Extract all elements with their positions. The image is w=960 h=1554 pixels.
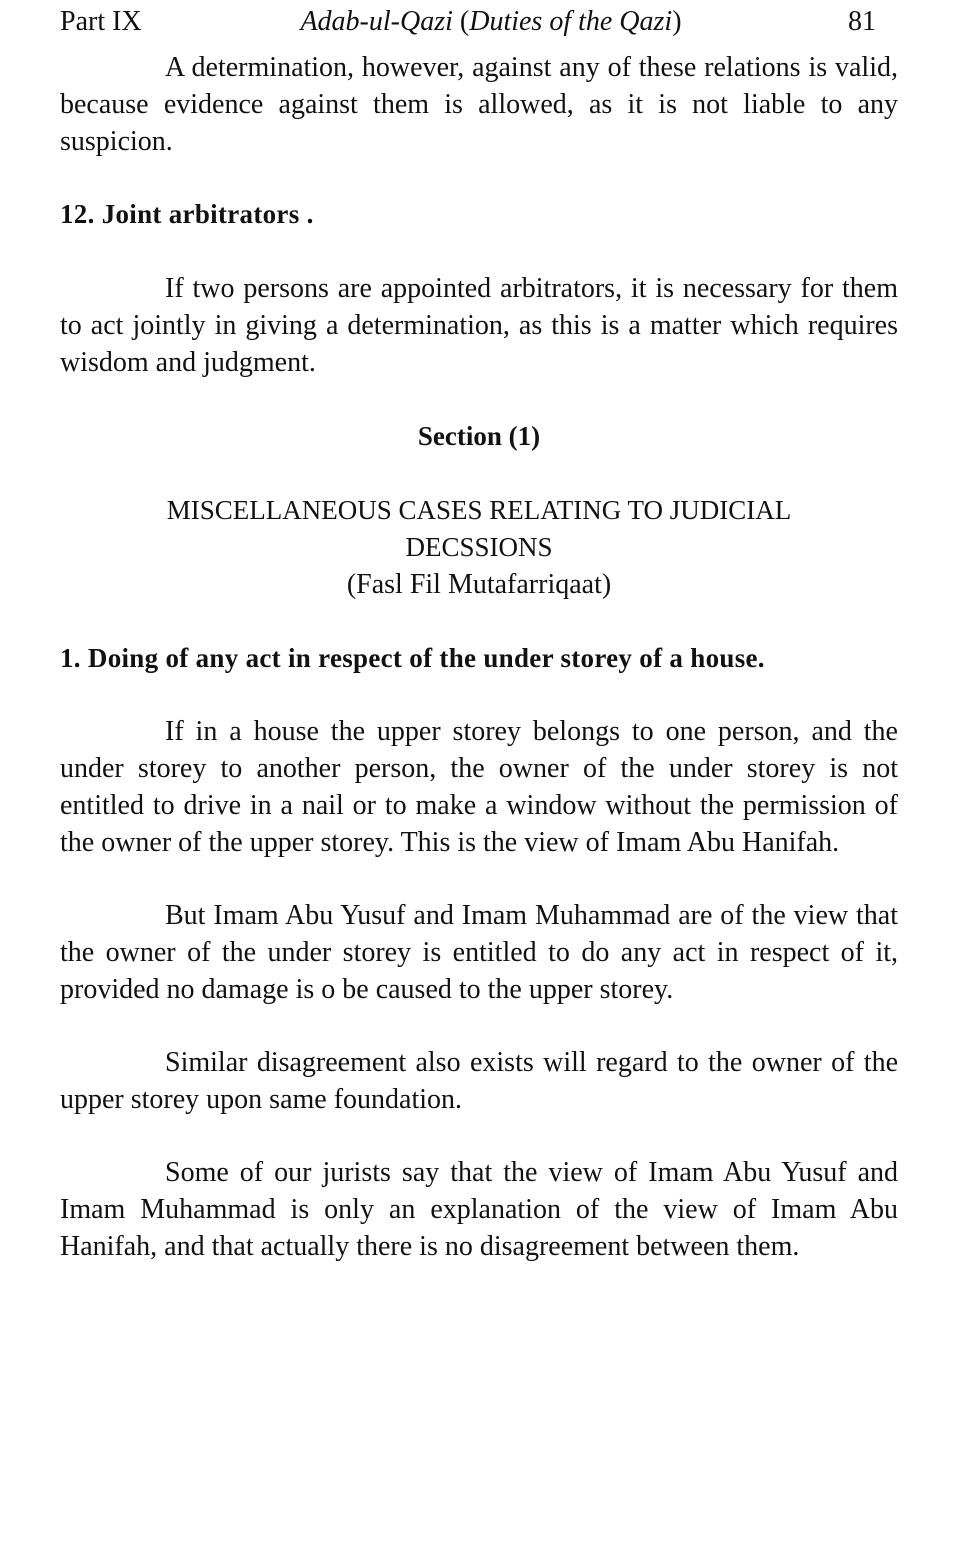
- point-12-paragraph: If two persons are appointed arbitrators, it is necessary for them to act jointly in giving a determination, as this is a matter which requires wisdom and judgment.: [60, 273, 898, 378]
- point-1-heading: 1. Doing of any act in respect of the under storey of a house.: [60, 643, 765, 673]
- chapter-title-sub: Duties of the Qazi: [469, 6, 673, 37]
- point-12-heading: 12. Joint arbitrators .: [60, 199, 314, 229]
- point-1-paragraph: But Imam Abu Yusuf and Imam Muhammad are of the view that the owner of the under storey is entitled to do any act in respect of it, provided no damage is o be caused to the upper storey.: [60, 900, 898, 1005]
- point-1-paragraph: Similar disagreement also exists will regard to the owner of the upper storey upon same foundation.: [60, 1047, 898, 1115]
- point-1-paragraph: Some of our jurists say that the view of Imam Abu Yusuf and Imam Muhammad is only an explanation of the view of Imam Abu Hanifah, and that actually there is no disagreement between them.: [60, 1157, 898, 1262]
- part-label: Part IX: [60, 6, 142, 37]
- section-subtitle: (Fasl Fil Mutafarriqaat): [346, 569, 612, 600]
- chapter-title-main: Adab-ul-Qazi: [300, 6, 453, 37]
- intro-paragraph: A determination, however, against any of these relations is valid, because evidence against them is allowed, as it is not liable to any suspicion.: [60, 52, 898, 157]
- page-number: 81: [848, 6, 876, 37]
- chapter-title: Adab-ul-Qazi (Duties of the Qazi): [300, 6, 682, 37]
- running-header: [60, 0, 898, 44]
- section-label: Section (1): [417, 421, 541, 451]
- point-1-paragraph: If in a house the upper storey belongs to one person, and the under storey to another person, the owner of the under storey is not entitled to drive in a nail or to make a window without the permission of the owner of the upper storey. This is the view of Imam Abu Hanifah.: [60, 716, 898, 858]
- book-page: [60, 0, 898, 1265]
- section-title: MISCELLANEOUS CASES RELATING TO JUDICIAL DECSSIONS: [166, 495, 792, 562]
